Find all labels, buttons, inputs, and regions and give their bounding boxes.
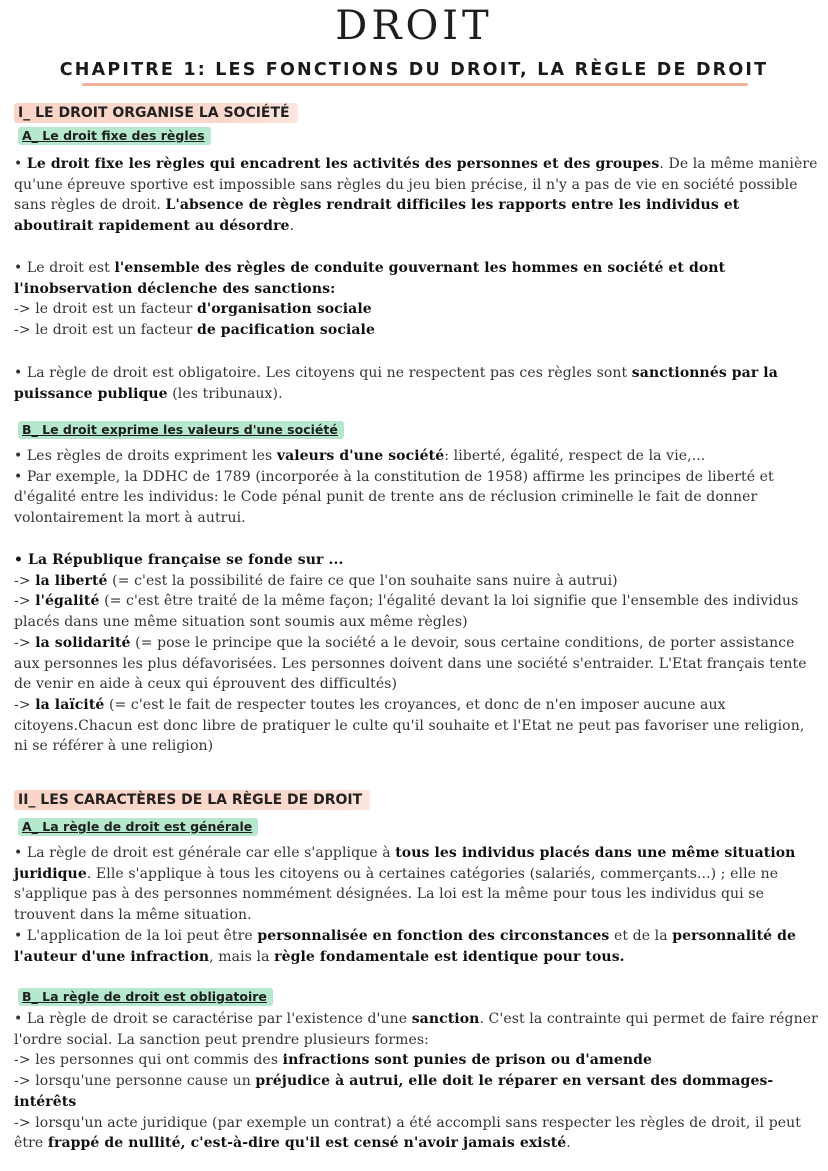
chapter-underline (82, 83, 748, 86)
section-1-sub-a-heading: A_ Le droit fixe des règles (18, 127, 211, 145)
paragraph-2b-1: • La règle de droit se caractérise par l'existence d'une sanction. C'est la contrainte qui permet de faire régner l'ordre social. La sanction peut prendre plusieurs formes: -> les personnes qui ont commis des infractions sont punies de prison ou d'amende -> lorsqu'une personne cause un préjudice à autrui, elle doit le réparer en versant des dommages-intérêts -> lorsqu'un acte juridique (par exemple un contrat) a été accompli sans respecter les règles de droit, il peut être frappé de nullité, c'est-à-dire qu'il est censé n'avoir jamais existé. (14, 1011, 818, 1152)
section-2-sub-b-heading: B_ La règle de droit est obligatoire (18, 988, 273, 1006)
page-title: DROIT (335, 3, 493, 49)
section-2-heading: II_ LES CARACTÈRES DE LA RÈGLE DE DROIT (14, 790, 370, 810)
paragraph-1b-1: • Les règles de droits expriment les valeurs d'une société: liberté, égalité, respect de la vie,... • Par exemple, la DDHC de 1789 (incorporée à la constitution de 1958) affirme les principes de liberté et d'égalité entre les individus: le Code pénal punit de trente ans de réclusion criminelle le fait de donner volontairement la mort à autrui. (14, 448, 774, 527)
section-1-heading: I_ LE DROIT ORGANISE LA SOCIÉTÉ (14, 103, 298, 123)
paragraph-1b-2: • La République française se fonde sur ... -> la liberté (= c'est la possibilité de faire ce que l'on souhaite sans nuire à autrui) -> l'égalité (= c'est être traité de la même façon; l'égalité devant la loi signifie que l'ensemble des individus placés dans une même situation sont soumis aux même règles) -> la solidarité (= pose le principe que la société a le devoir, sous certaine conditions, de porter assistance aux personnes les plus défavorisées. Les personnes doivent dans une société s'entraider. L'Etat français tente de venir en aide à ceux qui éprouvent des difficultés) -> la laïcité (= c'est le fait de respecter toutes les croyances, et donc de n'en imposer aucune aux citoyens.Chacun est donc libre de pratiquer le culte qu'il souhaite et l'Etat ne peut pas favoriser une religion, ni se référer à une religion) (14, 552, 807, 755)
paragraph-1a-2: • Le droit est l'ensemble des règles de conduite gouvernant les hommes en société et dont l'inobservation déclenche des sanctions: -> le droit est un facteur d'organisation sociale -> le droit est un facteur de pacification sociale (14, 260, 726, 339)
section-1-sub-b-heading: B_ Le droit exprime les valeurs d'une société (18, 421, 344, 439)
paragraph-1a-3: • La règle de droit est obligatoire. Les citoyens qui ne respectent pas ces règles sont sanctionnés par la puissance publique (les tribunaux). (14, 365, 778, 402)
paragraph-2a-1: • La règle de droit est générale car elle s'applique à tous les individus placés dans une même situation juridique. Elle s'applique à tous les citoyens ou à certaines catégories (salariés, commerçants...) ; elle ne s'applique pas à des personnes nommément désignées. La loi est la même pour tous les individus qui se trouvent dans la même situation. • L'application de la loi peut être personnalisée en fonction des circonstances et de la personnalité de l'auteur d'une infraction, mais la règle fondamentale est identique pour tous. (14, 845, 797, 965)
chapter-title: CHAPITRE 1: LES FONCTIONS DU DROIT, LA RÈGLE DE DROIT (59, 60, 769, 80)
paragraph-1a-1: • Le droit fixe les règles qui encadrent les activités des personnes et des groupes. De la même manière qu'une épreuve sportive est impossible sans règles du jeu bien précise, il n'y a pas de vie en société possible sans règles de droit. L'absence de règles rendrait difficiles les rapports entre les individus et aboutirait rapidement au désordre. (14, 156, 818, 235)
section-2-sub-a-heading: A_ La règle de droit est générale (18, 818, 258, 836)
